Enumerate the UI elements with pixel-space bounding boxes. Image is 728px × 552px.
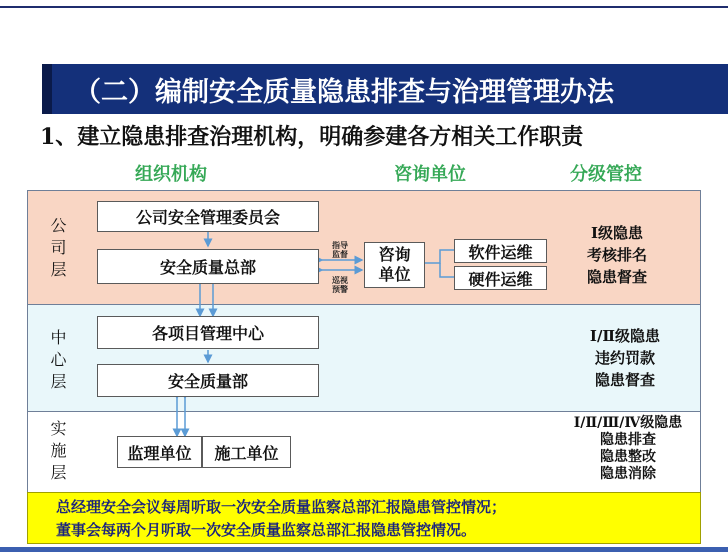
grade-center-item: 违约罚款 (594, 349, 655, 367)
bottom-decor-strip (0, 547, 728, 552)
software-ops-box: 软件运维 (454, 239, 547, 263)
project-center-box: 各项目管理中心 (97, 316, 319, 349)
connector-consult-software (425, 250, 454, 263)
consult-unit-line2: 单位 (378, 265, 411, 284)
layer-label-implement: 实施层 (48, 420, 67, 486)
grade-implement-item: 隐患排查 (600, 432, 656, 448)
footer-line-weekly: 总经理安全会议每周听取一次安全质量监察总部汇报隐患管控情况； (56, 498, 507, 516)
hardware-ops-box: 硬件运维 (454, 266, 547, 290)
supervision-unit-box: 监理单位 (117, 436, 202, 468)
patrol-warning-label: 巡视 预警 (332, 275, 348, 294)
grade-implement-item: 隐患整改 (600, 449, 656, 465)
layer-label-center: 中心层 (48, 329, 67, 395)
grade-implement-item: 隐患消除 (600, 466, 656, 482)
grade-implement-item: Ⅰ/Ⅱ/Ⅲ/Ⅳ级隐患 (573, 415, 683, 431)
connector-consult-hardware (440, 263, 454, 277)
grade-center-item: 隐患督查 (594, 371, 655, 389)
safety-dept-box: 安全质量部 (97, 364, 319, 397)
consult-unit-line1: 咨询 (378, 245, 411, 264)
grade-company-list (576, 222, 658, 288)
column-header-grade: 分级管控 (570, 164, 642, 185)
footer-line-bimonthly: 董事会每两个月听取一次安全质量监察总部汇报隐患管控情况。 (56, 521, 477, 539)
safety-committee-box: 公司安全管理委员会 (97, 201, 319, 232)
grade-company-item: 考核排名 (586, 246, 647, 264)
grade-center-list (576, 325, 674, 391)
page-subtitle: 1、建立隐患排查治理机构，明确参建各方相关工作职责 (40, 124, 584, 150)
column-header-consult: 咨询单位 (394, 164, 466, 185)
guide-supervise-label: 指导 监督 (332, 240, 348, 259)
footer-note (27, 492, 701, 544)
layer-label-company: 公司层 (48, 217, 67, 283)
consult-unit-box (364, 242, 425, 288)
grade-implement-list (560, 415, 696, 483)
column-header-org: 组织机构 (135, 164, 207, 185)
grade-company-item: 隐患督查 (586, 268, 647, 286)
page-title: （二）编制安全质量隐患排查与治理管理办法 (42, 64, 728, 114)
grade-company-item: Ⅰ级隐患 (590, 224, 644, 242)
grade-center-item: Ⅰ/Ⅱ级隐患 (589, 327, 661, 345)
safety-hq-box: 安全质量总部 (97, 249, 319, 284)
construction-unit-box: 施工单位 (202, 436, 291, 468)
